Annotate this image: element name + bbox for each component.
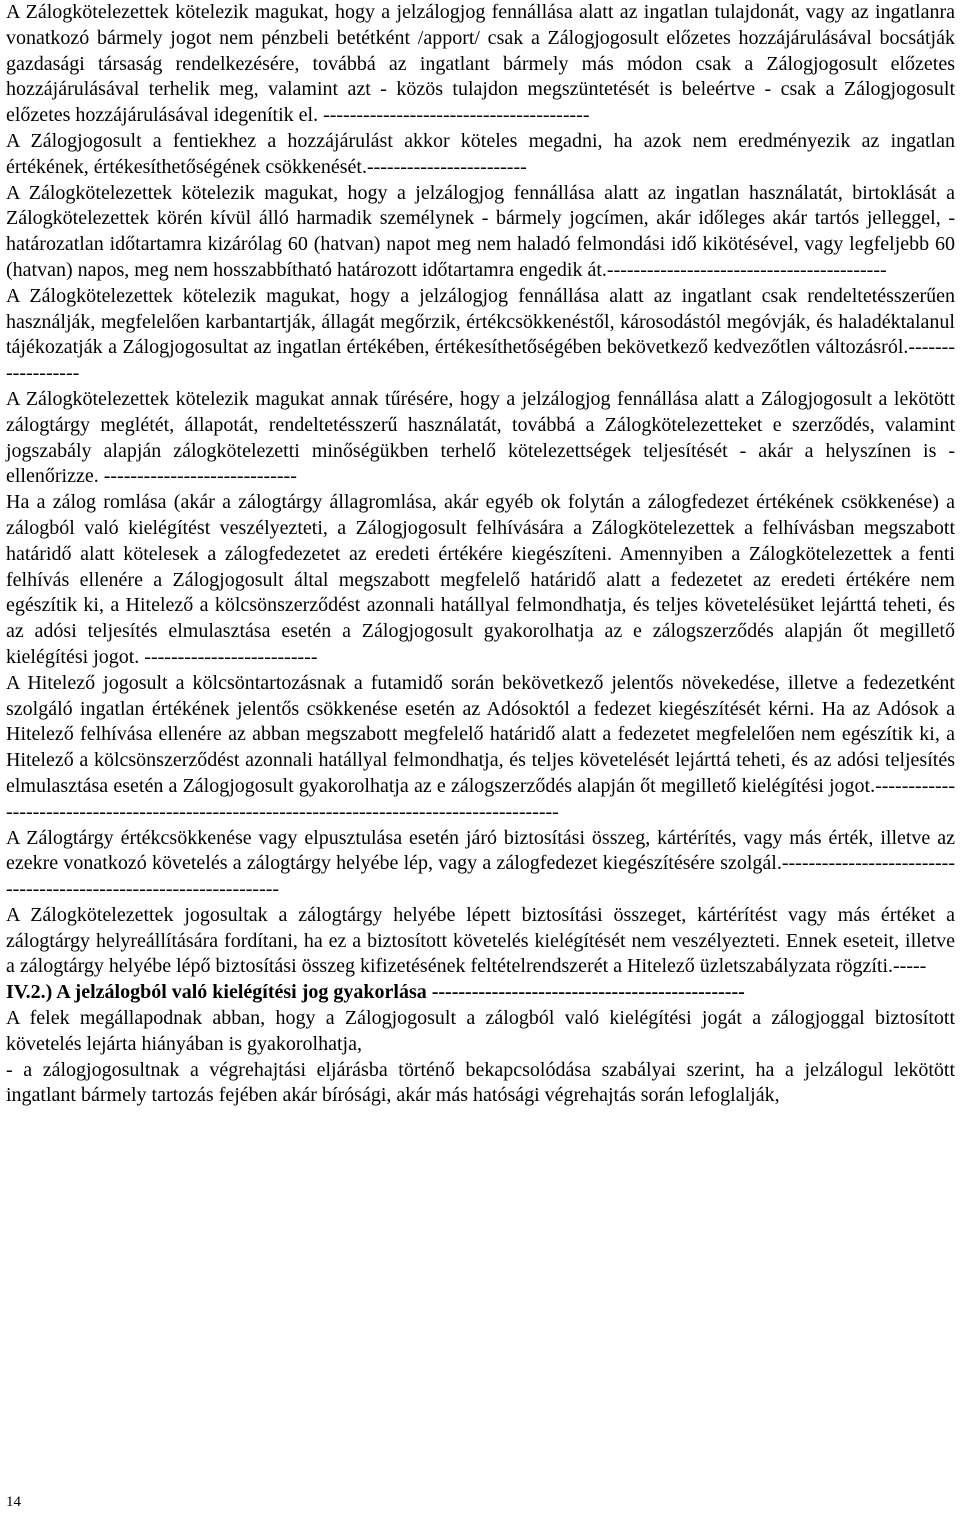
paragraph-proper-use: A Zálogkötelezettek kötelezik magukat, hogy a jelzálogjog fennállása alatt az ingatlant csak rendeltetésszerűen használják, megfelelően karbantartják, állagát megőrzik, értékcsökkenéstől, károsodástól megóvják, és haladéktalanul tájékozatják a Zálogjogosultat az ingatlan értékében, értékesíthetőségében bekövetkező kedvezőtlen változásról.------------------ <box>6 284 955 385</box>
section-heading: IV.2.) A jelzálogból való kielégítési jog gyakorlása ----------------------------------------------- <box>6 981 745 1004</box>
paragraph-consent-obligation: A Zálogjogosult a fentiekhez a hozzájárulást akkor köteles megadni, ha azok nem eredményezik az ingatlan értékének, értékesíthetőségének csökkenését.------------------------ <box>6 129 955 178</box>
page-number: 14 <box>6 1494 21 1510</box>
paragraph-enforcement-agreement: A felek megállapodnak abban, hogy a Zálogjogosult a zálogból való kielégítési jogát a zálogjoggal biztosított követelés lejárta hiányában is gyakorolhatja, <box>6 1007 955 1055</box>
paragraph-insurance-use: A Zálogkötelezettek jogosultak a zálogtárgy helyébe lépett biztosítási összeget, kártérítést vagy más értéket a zálogtárgy helyreállítására fordítani, ha ez a biztosított követelés kielégítését nem veszélyezteti. Ennek eseteit, illetve a zálogtárgy helyébe lépő biztosítási összeg kifizetésének feltételrendszerét a Hitelező üzletszabályzata rögzíti.----- <box>6 903 955 978</box>
document-body <box>6 0 955 1109</box>
paragraph-insurance-substitution: A Zálogtárgy értékcsökkenése vagy elpusztulása esetén járó biztosítási összeg, kártérítés, vagy más érték, illetve az ezekre vonatkozó követelés a zálogtárgy helyébe lép, vagy a zálogfedezet kiegészítésére szolgál.------------------------------------------------------------------- <box>6 826 955 901</box>
paragraph-collateral-deterioration: Ha a zálog romlása (akár a zálogtárgy állagromlása, akár egyéb ok folytán a zálogfedezet értékének csökkenése) a zálogból való kielégítést veszélyezteti, a Zálogjogosult felhívására a Zálogkötelezettek a felhívásban megszabott határidő alatt kötelesek a zálogfedezetet az eredeti értékére kiegészíteni. Amennyiben a Zálogkötelezettek a fenti felhívás ellenére a Zálogjogosult által megszabott megfelelő határidő alatt a fedezetet az eredeti értékére nem egészítik ki, a Hitelező a kölcsönszerződést azonnali hatállyal felmondhatja, és teljes követelésüket lejárttá teheti, és az adósi teljesítés elmulasztása esetén a Zálogjogosult gyakorolhatja az e zálogszerződés alapján őt megillető kielégítési jogot. -------------------------- <box>6 491 955 668</box>
paragraph-transfer-restriction: A Zálogkötelezettek kötelezik magukat, hogy a jelzálogjog fennállása alatt az ingatlan tulajdonát, vagy az ingatlanra vonatkozó bármely jogot nem pénzbeli betétként /apport/ csak a Zálogjogosult előzetes hozzájárulásával bocsátják gazdasági társaság rendelkezésére, továbbá az ingatlant bármely más módon csak a Zálogjogosult előzetes hozzájárulásával terhelik meg, valamint azt - közös tulajdon megszüntetését is beleértve - csak a Zálogjogosult előzetes hozzájárulásával idegenítik el. ---------------------------------------- <box>6 1 955 127</box>
paragraph-inspection: A Zálogkötelezettek kötelezik magukat annak tűrésére, hogy a jelzálogjog fennállása alatt a Zálogjogosult a lekötött zálogtárgy meglétét, állapotát, rendeltetésszerű használatát, továbbá a Zálogkötelezetteket e szerződés, valamint jogszabály alapján zálogkötelezetti minőségükben terhelő kötelezettségek teljesítését - akár a helyszínen is - ellenőrizze. ----------------------------- <box>6 387 955 488</box>
paragraph-use-by-third-party: A Zálogkötelezettek kötelezik magukat, hogy a jelzálogjog fennállása alatt az ingatlan használatát, birtoklását a Zálogkötelezettek körén kívül álló harmadik személynek - bármely jogcímen, akár időleges akár tartós jelleggel, - határozatlan időtartamra kizárólag 60 (hatvan) napot meg nem haladó felmondási idő kikötésével, vagy legfeljebb 60 (hatvan) napos, meg nem hosszabbítható határozott időtartamra engedik át.------------------------------------------ <box>6 181 955 281</box>
paragraph-enforcement-seizure: - a zálogjogosultnak a végrehajtási eljárásba történő bekapcsolódása szabályai szerint, ha a jelzálogul lekötött ingatlant bármely tartozás fejében akár bírósági, akár más hatósági végrehajtás során lefoglalják, <box>6 1058 955 1107</box>
paragraph-collateral-supplement: A Hitelező jogosult a kölcsöntartozásnak a futamidő során bekövetkező jelentős növekedése, illetve a fedezetként szolgáló ingatlan értékének jelentős csökkenése esetén az Adósoktól a fedezet kiegészítését kérni. Ha az Adósok a Hitelező felhívása ellenére az abban megszabott megfelelő határidő alatt a fedezetet megfelelően nem egészítik ki, a Hitelező a kölcsönszerződést azonnali hatállyal felmondhatja, és teljes követelését lejárttá teheti, és az adósi teljesítés elmulasztása esetén a Zálogjogosult gyakorolhatja az e zálogszerződés alapján őt megillető kielégítési jogot.----------------------------------------------------------------------------------------------- <box>6 671 955 823</box>
